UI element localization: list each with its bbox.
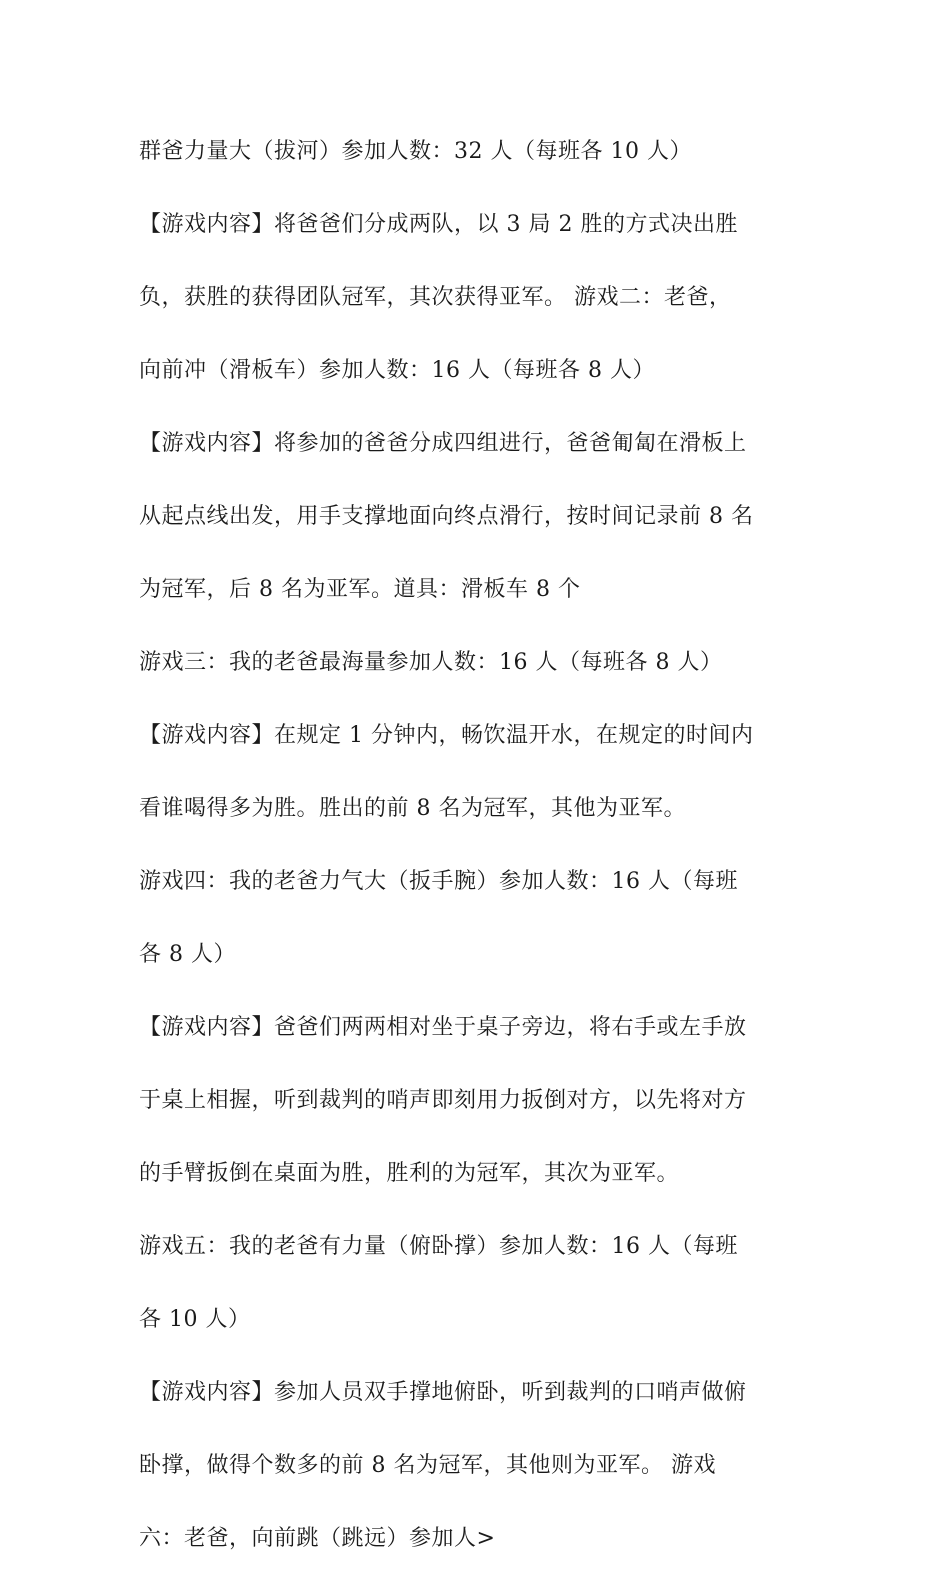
text-line: 于桌上相握，听到裁判的哨声即刻用力扳倒对方，以先将对方 bbox=[139, 1088, 747, 1113]
text-line: 卧撑，做得个数多的前 8 名为冠军，其他则为亚军。 游戏 bbox=[139, 1453, 716, 1478]
text-line: 【游戏内容】将爸爸们分成两队，以 3 局 2 胜的方式决出胜 bbox=[139, 212, 738, 237]
text-line: 【游戏内容】参加人员双手撑地俯卧，听到裁判的口哨声做俯 bbox=[139, 1380, 747, 1405]
text-line: 游戏三：我的老爸最海量参加人数：16 人（每班各 8 人） bbox=[139, 650, 723, 675]
body-text bbox=[139, 108, 829, 1590]
text-line: 【游戏内容】将参加的爸爸分成四组进行，爸爸匍匐在滑板上 bbox=[139, 431, 747, 456]
text-line: 【游戏内容】在规定 1 分钟内，畅饮温开水，在规定的时间内 bbox=[139, 723, 754, 748]
text-line: 各 8 人） bbox=[139, 942, 236, 967]
text-line: 【游戏内容】爸爸们两两相对坐于桌子旁边，将右手或左手放 bbox=[139, 1015, 747, 1040]
text-line: 群爸力量大（拔河）参加人数：32 人（每班各 10 人） bbox=[139, 139, 692, 164]
text-line: 为冠军，后 8 名为亚军。道具：滑板车 8 个 bbox=[139, 577, 581, 602]
text-line: 游戏五：我的老爸有力量（俯卧撑）参加人数：16 人（每班 bbox=[139, 1234, 738, 1259]
text-line: 从起点线出发，用手支撑地面向终点滑行，按时间记录前 8 名 bbox=[139, 504, 754, 529]
text-line: 向前冲（滑板车）参加人数：16 人（每班各 8 人） bbox=[139, 358, 655, 383]
text-line: 的手臂扳倒在桌面为胜，胜利的为冠军，其次为亚军。 bbox=[139, 1161, 680, 1186]
text-line: 游戏四：我的老爸力气大（扳手腕）参加人数：16 人（每班 bbox=[139, 869, 738, 894]
text-line: 负，获胜的获得团队冠军，其次获得亚军。 游戏二：老爸， bbox=[139, 285, 732, 310]
text-line: 看谁喝得多为胜。胜出的前 8 名为冠军，其他为亚军。 bbox=[139, 796, 686, 821]
text-line: 各 10 人） bbox=[139, 1307, 251, 1332]
text-line: 六：老爸，向前跳（跳远）参加人> bbox=[139, 1526, 496, 1551]
